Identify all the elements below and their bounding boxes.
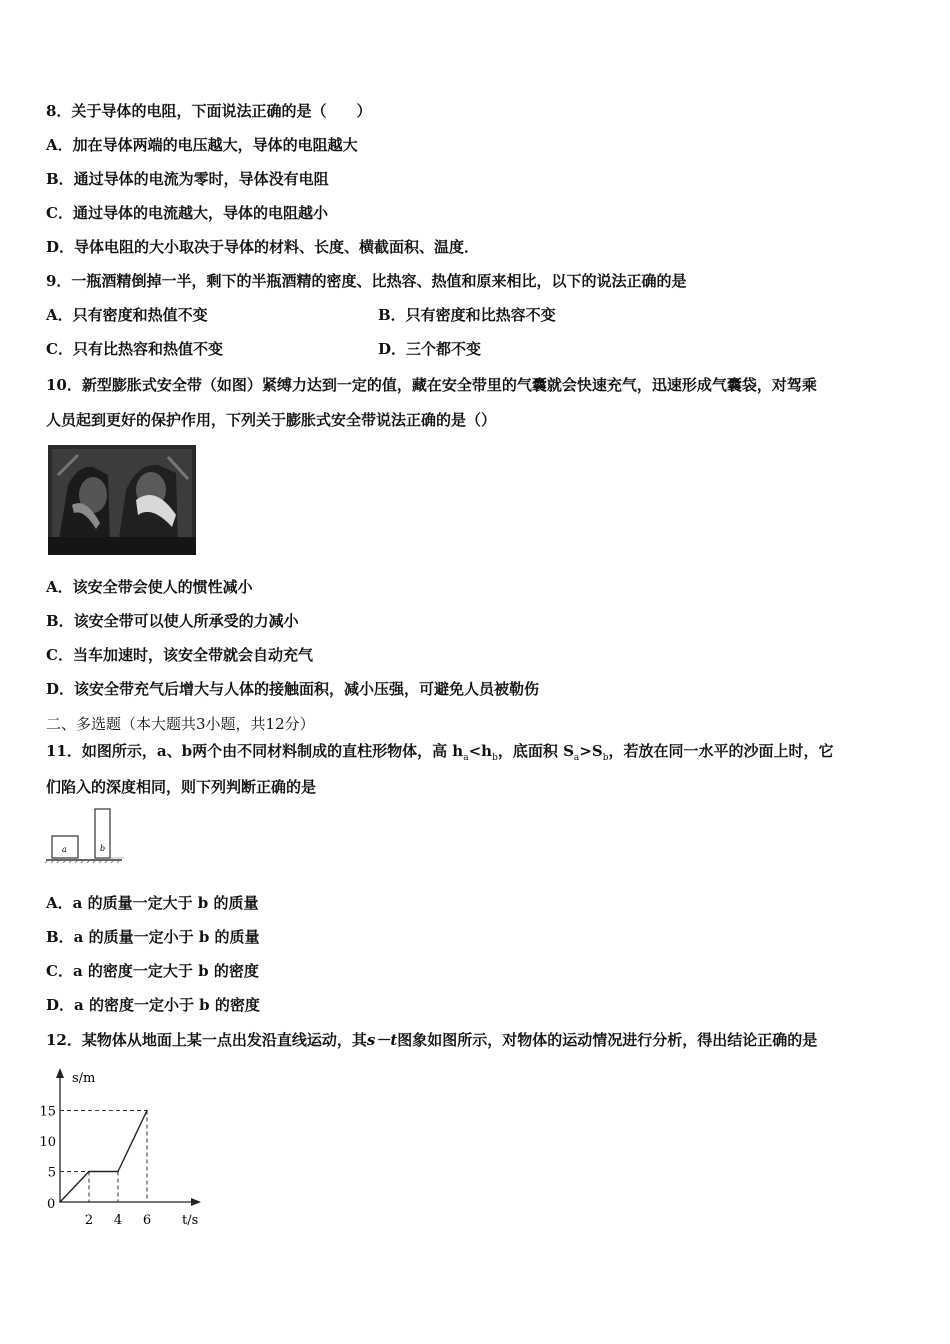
q8-option-c: C．通过导体的电流越大，导体的电阻越小 bbox=[46, 204, 328, 222]
y-axis-arrow bbox=[56, 1068, 64, 1078]
q9-option-b: B．只有密度和比热容不变 bbox=[378, 306, 556, 324]
data-segment bbox=[118, 1111, 147, 1172]
x-tick-label: 4 bbox=[113, 1213, 123, 1228]
q10-option-a: A．该安全带会使人的惯性减小 bbox=[46, 578, 253, 596]
q11-stem-line2: 们陷入的深度相同，则下列判断正确的是 bbox=[46, 778, 317, 796]
data-point bbox=[59, 1201, 61, 1203]
q12-stem: 12．某物体从地面上某一点出发沿直线运动，其s－t图象如图所示，对物体的运动情况进行分析，得出结论正确的是 bbox=[46, 1031, 818, 1049]
seatbelt-photo bbox=[48, 445, 196, 555]
st-graph bbox=[40, 1066, 220, 1234]
x-tick-label: 6 bbox=[142, 1213, 152, 1228]
data-point bbox=[88, 1171, 90, 1173]
q8-option-a: A．加在导体两端的电压越大，导体的电阻越大 bbox=[46, 136, 358, 154]
q11-option-d: D．a 的密度一定小于 b 的密度 bbox=[46, 996, 260, 1014]
q11-option-a: A．a 的质量一定大于 b 的质量 bbox=[46, 894, 259, 912]
data-point bbox=[117, 1171, 119, 1173]
q9-option-c: C．只有比热容和热值不变 bbox=[46, 340, 223, 358]
q10-stem-line1: 10．新型膨胀式安全带（如图）紧缚力达到一定的值，藏在安全带里的气囊就会快速充气，迅速形成气囊袋，对驾乘 bbox=[46, 376, 817, 394]
q10-option-c: C．当车加速时，该安全带就会自动充气 bbox=[46, 646, 313, 664]
q9-option-a: A．只有密度和热值不变 bbox=[46, 306, 208, 324]
q9-stem: 9．一瓶酒精倒掉一半，剩下的半瓶酒精的密度、比热容、热值和原来相比，以下的说法正确的是 bbox=[46, 272, 687, 290]
q8-option-b: B．通过导体的电流为零时，导体没有电阻 bbox=[46, 170, 329, 188]
q8-stem: 8．关于导体的电阻，下面说法正确的是（ ） bbox=[46, 102, 372, 120]
q11-figure bbox=[44, 806, 126, 864]
block-b-label: b bbox=[100, 844, 106, 853]
x-axis-arrow bbox=[191, 1198, 201, 1206]
y-tick-label: 15 bbox=[40, 1104, 56, 1120]
y-tick-label: 5 bbox=[47, 1165, 56, 1181]
y-tick-label: 10 bbox=[40, 1135, 56, 1150]
x-tick-label: 2 bbox=[84, 1213, 94, 1228]
y-axis-label: s/m bbox=[72, 1071, 96, 1086]
q11-option-c: C．a 的密度一定大于 b 的密度 bbox=[46, 962, 259, 980]
data-point bbox=[146, 1110, 148, 1112]
q10-stem-line2: 人员起到更好的保护作用，下列关于膨胀式安全带说法正确的是（） bbox=[46, 411, 497, 429]
q10-option-d: D．该安全带充气后增大与人体的接触面积，减小压强，可避免人员被勒伤 bbox=[46, 680, 540, 698]
origin-label: 0 bbox=[47, 1197, 56, 1212]
q11-option-b: B．a 的质量一定小于 b 的质量 bbox=[46, 928, 260, 946]
section-heading: 二、多选题（本大题共3小题，共12分） bbox=[46, 715, 315, 733]
q10-option-b: B．该安全带可以使人所承受的力减小 bbox=[46, 612, 299, 630]
q11-stem-line1: 11．如图所示，a、b两个由不同材料制成的直柱形物体，高 $h_a<h_b$，底面积 $S_a>S_b$，若放在同一水平的沙面上时，它 bbox=[46, 742, 834, 763]
q9-option-d: D．三个都不变 bbox=[378, 340, 482, 358]
x-axis-label: t/s bbox=[182, 1213, 199, 1228]
q8-option-d: D．导体电阻的大小取决于导体的材料、长度、横截面积、温度． bbox=[46, 238, 480, 256]
block-a-label: a bbox=[62, 845, 67, 854]
data-segment bbox=[60, 1172, 89, 1203]
